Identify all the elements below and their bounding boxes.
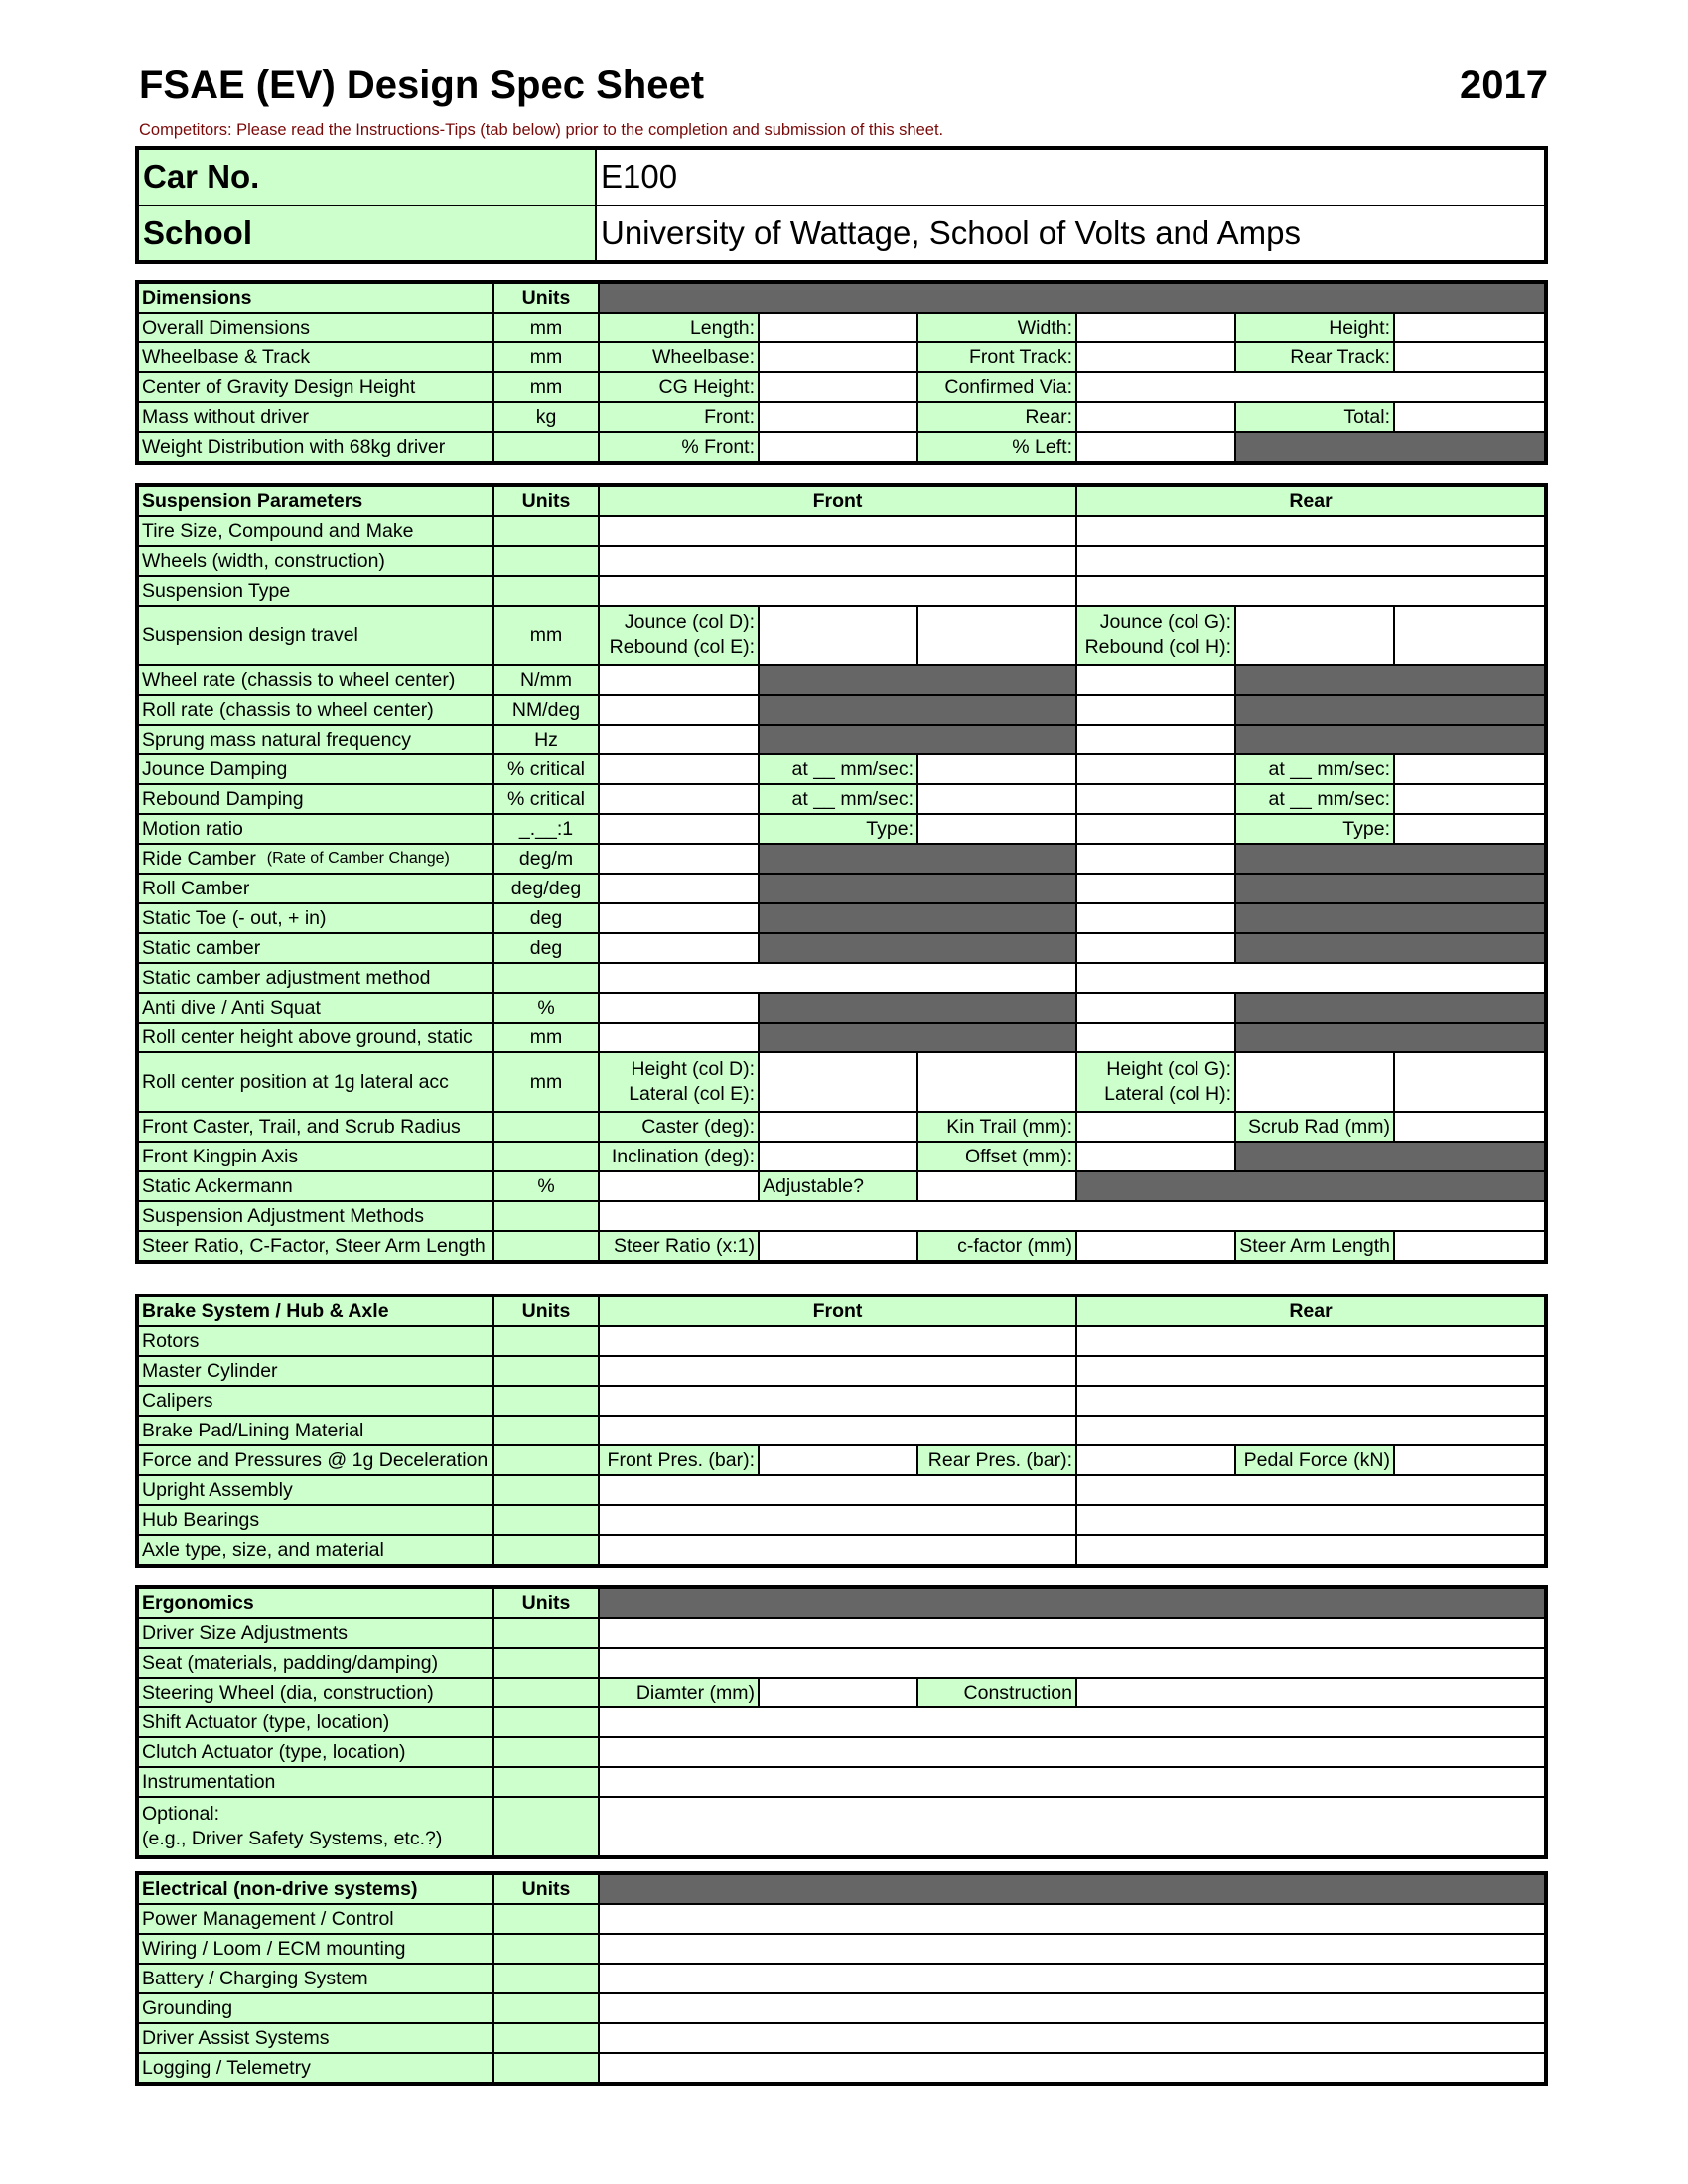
unit-cell [493,1797,599,1856]
field-label: at __ mm/sec: [1235,754,1394,784]
input-cell[interactable] [1076,1356,1545,1386]
input-cell[interactable] [599,1326,1076,1356]
school-field[interactable]: University of Wattage, School of Volts and Amps [596,205,1545,262]
field-label: Confirmed Via: [917,372,1076,402]
row-label: Front Kingpin Axis [138,1142,493,1171]
row-label [138,1797,493,1856]
unit-cell: % [493,993,599,1023]
jounce-front-label: Jounce (col D): [624,612,755,633]
input-cell[interactable] [599,576,1076,606]
field-label: Type: [1235,814,1394,844]
disabled-cell [1235,725,1545,754]
unit-cell: N/mm [493,665,599,695]
row-label: Jounce Damping [138,754,493,784]
input-cell[interactable] [599,1416,1076,1445]
unit-cell [493,1993,599,2023]
unit-cell [493,1326,599,1356]
field-label: Steer Ratio (x:1) [599,1231,759,1261]
unit-cell: deg/m [493,844,599,874]
disabled-cell [599,283,1545,313]
section-title: Suspension Parameters [138,486,493,516]
input-cell[interactable] [599,1505,1076,1535]
input-cell[interactable] [759,1678,917,1707]
unit-cell [493,576,599,606]
field-label: Pedal Force (kN) [1235,1445,1394,1475]
input-cell[interactable] [1394,342,1545,372]
input-cell[interactable] [917,1052,1076,1112]
row-label: Center of Gravity Design Height [138,372,493,402]
disabled-cell [1235,1142,1545,1171]
input-cell[interactable] [917,784,1076,814]
optional-label: Optional: [142,1803,220,1825]
input-cell[interactable] [917,606,1076,665]
input-cell[interactable] [1076,516,1545,546]
input-cell[interactable] [599,665,759,695]
row-label: Roll Camber [138,874,493,903]
unit-cell: mm [493,1023,599,1052]
input-cell[interactable] [599,725,759,754]
input-cell[interactable] [1076,844,1235,874]
disabled-cell [1076,1171,1545,1201]
field-label: Height: [1235,313,1394,342]
input-cell[interactable] [599,1993,1545,2023]
field-label: Front Track: [917,342,1076,372]
unit-cell: % [493,1171,599,1201]
unit-cell [493,1707,599,1737]
row-label: Overall Dimensions [138,313,493,342]
row-label: Seat (materials, padding/damping) [138,1648,493,1678]
unit-cell: NM/deg [493,695,599,725]
input-cell[interactable] [599,1201,1545,1231]
input-cell[interactable] [1076,372,1545,402]
input-cell[interactable] [1076,814,1235,844]
unit-cell [493,432,599,462]
row-label: Static camber adjustment method [138,963,493,993]
input-cell[interactable] [1076,903,1235,933]
field-label [599,606,759,665]
input-cell[interactable] [1394,402,1545,432]
field-label: Diamter (mm) [599,1678,759,1707]
field-label: Length: [599,313,759,342]
disabled-cell [759,1023,1076,1052]
field-label: Width: [917,313,1076,342]
row-label: Calipers [138,1386,493,1416]
input-cell[interactable] [599,993,759,1023]
input-cell[interactable] [599,1171,759,1201]
row-label: Upright Assembly [138,1475,493,1505]
input-cell[interactable] [1076,546,1545,576]
field-label [1076,1052,1235,1112]
input-cell[interactable] [599,1535,1076,1565]
school-label: School [138,205,596,262]
disabled-cell [1235,432,1545,462]
front-header: Front [599,486,1076,516]
field-label: at __ mm/sec: [759,784,917,814]
field-label: Steer Arm Length [1235,1231,1394,1261]
input-cell[interactable] [599,874,759,903]
field-label: at __ mm/sec: [1235,784,1394,814]
row-label: Static Toe (- out, + in) [138,903,493,933]
row-label: Clutch Actuator (type, location) [138,1737,493,1767]
input-cell[interactable] [1076,432,1235,462]
input-cell[interactable] [1394,784,1545,814]
input-cell[interactable] [1076,665,1235,695]
row-label: Roll center height above ground, static [138,1023,493,1052]
row-label: Grounding [138,1993,493,2023]
disabled-cell [1235,844,1545,874]
input-cell[interactable] [1076,402,1235,432]
field-label: Caster (deg): [599,1112,759,1142]
row-label: Mass without driver [138,402,493,432]
row-label: Rotors [138,1326,493,1356]
unit-cell [493,1535,599,1565]
row-label: Axle type, size, and material [138,1535,493,1565]
input-cell[interactable] [1076,993,1235,1023]
input-cell[interactable] [1394,754,1545,784]
field-label: Inclination (deg): [599,1142,759,1171]
row-label: Anti dive / Anti Squat [138,993,493,1023]
row-label: Wiring / Loom / ECM mounting [138,1934,493,1964]
unit-cell [493,1386,599,1416]
field-label: Total: [1235,402,1394,432]
rebound-front-label: Rebound (col E): [609,636,755,658]
disabled-cell [1235,933,1545,963]
field-label: Front Pres. (bar): [599,1445,759,1475]
row-label: Driver Assist Systems [138,2023,493,2053]
disabled-cell [759,695,1076,725]
input-cell[interactable] [1076,1142,1235,1171]
unit-cell [493,2053,599,2083]
field-label: Type: [759,814,917,844]
input-cell[interactable] [1076,1231,1235,1261]
input-cell[interactable] [1394,814,1545,844]
input-cell[interactable] [599,814,759,844]
row-label: Force and Pressures @ 1g Deceleration [138,1445,493,1475]
row-label: Wheels (width, construction) [138,546,493,576]
input-cell[interactable] [599,784,759,814]
input-cell[interactable] [599,1797,1545,1856]
input-cell[interactable] [599,933,759,963]
input-cell[interactable] [759,1052,917,1112]
field-label: Front: [599,402,759,432]
input-cell[interactable] [599,1767,1545,1797]
input-cell[interactable] [599,1648,1545,1678]
field-label: % Left: [917,432,1076,462]
unit-cell: kg [493,402,599,432]
row-label: Wheel rate (chassis to wheel center) [138,665,493,695]
row-label [138,844,493,874]
row-label: Master Cylinder [138,1356,493,1386]
input-cell[interactable] [759,372,917,402]
rebound-rear-label: Rebound (col H): [1084,636,1231,658]
input-cell[interactable] [759,606,917,665]
input-cell[interactable] [1076,1535,1545,1565]
input-cell[interactable] [1394,1231,1545,1261]
input-cell[interactable] [1076,313,1235,342]
input-cell[interactable] [917,814,1076,844]
unit-cell: Hz [493,725,599,754]
input-cell[interactable] [599,1475,1076,1505]
row-label: Steer Ratio, C-Factor, Steer Arm Length [138,1231,493,1261]
units-header: Units [493,1588,599,1618]
rear-header: Rear [1076,1297,1545,1326]
ride-camber-sub: (Rate of Camber Change) [266,850,450,867]
field-label: Wheelbase: [599,342,759,372]
row-label: Shift Actuator (type, location) [138,1707,493,1737]
disabled-cell [759,933,1076,963]
disabled-cell [759,903,1076,933]
row-label: Front Caster, Trail, and Scrub Radius [138,1112,493,1142]
input-cell[interactable] [759,313,917,342]
electrical-section [135,1871,1548,2086]
field-label [1076,606,1235,665]
brakes-section [135,1294,1548,1568]
instructions-note: Competitors: Please read the Instructions-Tips (tab below) prior to the completion and submission of this sheet. [139,121,944,139]
input-cell[interactable] [599,1934,1545,1964]
field-label: Rear Track: [1235,342,1394,372]
input-cell[interactable] [1076,1475,1545,1505]
input-cell[interactable] [599,2023,1545,2053]
ergonomics-section [135,1585,1548,1859]
jounce-rear-label: Jounce (col G): [1099,612,1231,633]
units-header: Units [493,283,599,313]
input-cell[interactable] [759,1231,917,1261]
unit-cell [493,1231,599,1261]
unit-cell [493,1505,599,1535]
input-cell[interactable] [1394,1112,1545,1142]
lateral-front-label: Lateral (col E): [629,1083,755,1105]
field-label: Rear: [917,402,1076,432]
input-cell[interactable] [759,342,917,372]
unit-cell [493,1618,599,1648]
section-title: Ergonomics [138,1588,493,1618]
row-label: Static Ackermann [138,1171,493,1201]
field-label: Scrub Rad (mm) [1235,1112,1394,1142]
row-label: Logging / Telemetry [138,2053,493,2083]
input-cell[interactable] [599,1618,1545,1648]
unit-cell: mm [493,606,599,665]
unit-cell [493,1356,599,1386]
input-cell[interactable] [599,963,1076,993]
unit-cell [493,1475,599,1505]
field-label: Offset (mm): [917,1142,1076,1171]
unit-cell [493,546,599,576]
input-cell[interactable] [1394,1052,1545,1112]
row-label: Suspension Adjustment Methods [138,1201,493,1231]
row-label: Suspension design travel [138,606,493,665]
unit-cell [493,1201,599,1231]
input-cell[interactable] [599,1964,1545,1993]
row-label: Wheelbase & Track [138,342,493,372]
unit-cell [493,1445,599,1475]
field-label: Adjustable? [759,1171,917,1201]
unit-cell [493,1737,599,1767]
section-title: Dimensions [138,283,493,313]
suspension-section [135,483,1548,1264]
year-label: 2017 [1460,64,1548,107]
field-label: Rear Pres. (bar): [917,1445,1076,1475]
input-cell[interactable] [1076,1416,1545,1445]
unit-cell [493,1142,599,1171]
unit-cell [493,1416,599,1445]
ride-camber-label: Ride Camber [142,847,256,870]
input-cell[interactable] [1076,874,1235,903]
unit-cell: % critical [493,754,599,784]
unit-cell [493,1964,599,1993]
unit-cell: % critical [493,784,599,814]
unit-cell [493,1112,599,1142]
input-cell[interactable] [917,754,1076,784]
lateral-rear-label: Lateral (col H): [1104,1083,1231,1105]
field-label: % Front: [599,432,759,462]
input-cell[interactable] [1394,313,1545,342]
row-label: Static camber [138,933,493,963]
field-label: Construction [917,1678,1076,1707]
row-label: Roll center position at 1g lateral acc [138,1052,493,1112]
input-cell[interactable] [599,1904,1545,1934]
unit-cell [493,1934,599,1964]
input-cell[interactable] [1076,1386,1545,1416]
input-cell[interactable] [599,844,759,874]
page-title: FSAE (EV) Design Spec Sheet [139,64,705,107]
disabled-cell [1235,695,1545,725]
input-cell[interactable] [1076,754,1235,784]
unit-cell [493,516,599,546]
front-header: Front [599,1297,1076,1326]
row-label: Sprung mass natural frequency [138,725,493,754]
car-number-label: Car No. [138,149,596,205]
disabled-cell [759,993,1076,1023]
input-cell[interactable] [599,695,759,725]
input-cell[interactable] [599,754,759,784]
input-cell[interactable] [599,1707,1545,1737]
optional-hint: (e.g., Driver Safety Systems, etc.?) [142,1828,443,1849]
field-label [599,1052,759,1112]
disabled-cell [759,725,1076,754]
input-cell[interactable] [759,402,917,432]
input-cell[interactable] [1394,1445,1545,1475]
dimensions-section [135,280,1548,465]
unit-cell: deg [493,933,599,963]
input-cell[interactable] [1076,963,1545,993]
unit-cell: mm [493,313,599,342]
disabled-cell [1235,874,1545,903]
car-number-field[interactable]: E100 [596,149,1545,205]
unit-cell: mm [493,1052,599,1112]
input-cell[interactable] [1076,1112,1235,1142]
row-label: Motion ratio [138,814,493,844]
input-cell[interactable] [917,1171,1076,1201]
disabled-cell [599,1874,1545,1904]
input-cell[interactable] [1076,1023,1235,1052]
row-label: Tire Size, Compound and Make [138,516,493,546]
unit-cell [493,1767,599,1797]
disabled-cell [1235,903,1545,933]
input-cell[interactable] [1235,606,1394,665]
row-label: Weight Distribution with 68kg driver [138,432,493,462]
input-cell[interactable] [1076,1326,1545,1356]
input-cell[interactable] [1076,695,1235,725]
input-cell[interactable] [599,2053,1545,2083]
input-cell[interactable] [599,903,759,933]
field-label: Kin Trail (mm): [917,1112,1076,1142]
section-title: Brake System / Hub & Axle [138,1297,493,1326]
disabled-cell [1235,1023,1545,1052]
disabled-cell [759,844,1076,874]
unit-cell [493,1678,599,1707]
disabled-cell [1235,993,1545,1023]
row-label: Hub Bearings [138,1505,493,1535]
input-cell[interactable] [599,1737,1545,1767]
height-rear-label: Height (col G): [1106,1058,1231,1080]
input-cell[interactable] [1076,725,1235,754]
units-header: Units [493,1297,599,1326]
unit-cell [493,963,599,993]
disabled-cell [759,665,1076,695]
units-header: Units [493,1874,599,1904]
input-cell[interactable] [1076,1505,1545,1535]
row-label: Brake Pad/Lining Material [138,1416,493,1445]
input-cell[interactable] [759,1445,917,1475]
disabled-cell [1235,665,1545,695]
input-cell[interactable] [599,1356,1076,1386]
input-cell[interactable] [1076,576,1545,606]
field-label: c-factor (mm) [917,1231,1076,1261]
unit-cell: deg/deg [493,874,599,903]
row-label: Suspension Type [138,576,493,606]
unit-cell: deg [493,903,599,933]
input-cell[interactable] [1076,1678,1545,1707]
input-cell[interactable] [1076,1445,1235,1475]
row-label: Steering Wheel (dia, construction) [138,1678,493,1707]
input-cell[interactable] [599,516,1076,546]
input-cell[interactable] [1394,606,1545,665]
input-cell[interactable] [599,546,1076,576]
unit-cell: mm [493,372,599,402]
input-cell[interactable] [1076,342,1235,372]
input-cell[interactable] [1076,784,1235,814]
field-label: CG Height: [599,372,759,402]
disabled-cell [759,874,1076,903]
field-label: at __ mm/sec: [759,754,917,784]
input-cell[interactable] [1076,933,1235,963]
row-label: Power Management / Control [138,1904,493,1934]
section-title: Electrical (non-drive systems) [138,1874,493,1904]
row-label: Roll rate (chassis to wheel center) [138,695,493,725]
input-cell[interactable] [1235,1052,1394,1112]
rear-header: Rear [1076,486,1545,516]
input-cell[interactable] [599,1386,1076,1416]
units-header: Units [493,486,599,516]
row-label: Battery / Charging System [138,1964,493,1993]
identity-table [135,146,1548,264]
unit-cell [493,1648,599,1678]
row-label: Driver Size Adjustments [138,1618,493,1648]
input-cell[interactable] [759,1112,917,1142]
height-front-label: Height (col D): [631,1058,755,1080]
row-label: Instrumentation [138,1767,493,1797]
row-label: Rebound Damping [138,784,493,814]
input-cell[interactable] [759,432,917,462]
disabled-cell [599,1588,1545,1618]
unit-cell: _.__:1 [493,814,599,844]
unit-cell [493,2023,599,2053]
unit-cell [493,1904,599,1934]
unit-cell: mm [493,342,599,372]
input-cell[interactable] [599,1023,759,1052]
input-cell[interactable] [759,1142,917,1171]
